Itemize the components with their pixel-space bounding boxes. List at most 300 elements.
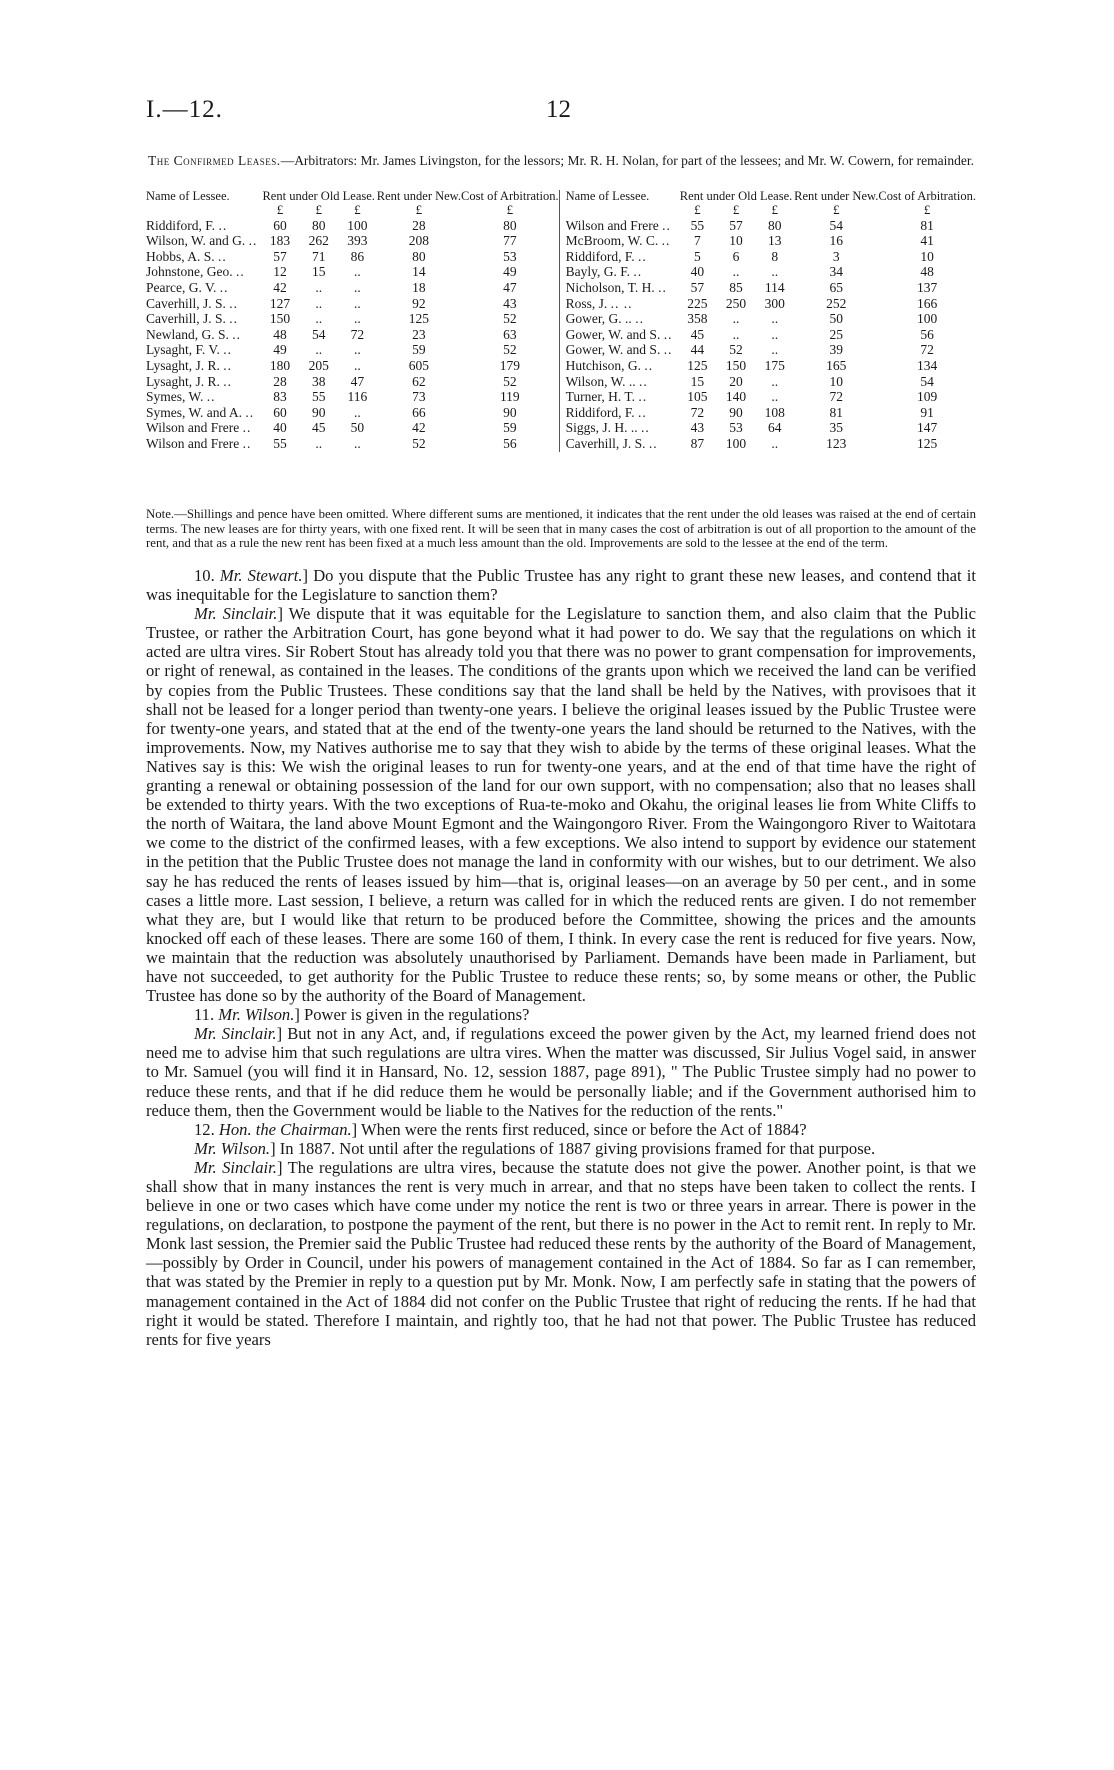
table-row bbox=[146, 218, 976, 234]
amount-cell: .. bbox=[771, 342, 779, 358]
amount-cell: 90 bbox=[729, 404, 743, 420]
amount-cell: 54 bbox=[829, 217, 843, 233]
lessee-name-cell bbox=[146, 327, 261, 343]
amount-cell: 72 bbox=[350, 326, 365, 342]
leader-dots: .. bbox=[229, 311, 238, 327]
lessee-name: Caverhill, J. S. bbox=[565, 435, 646, 451]
table-row bbox=[146, 233, 976, 249]
leader-dots: .. bbox=[638, 373, 648, 389]
lessee-name: Hutchison, G. bbox=[565, 357, 641, 373]
lessee-name-cell bbox=[146, 342, 261, 358]
paragraph-text: ] Do you dispute that the Public Trustee has any right to grant these new leases, and contend that it was inequitable for the Legislature to sanction them? bbox=[146, 566, 977, 605]
testimony-paragraph bbox=[146, 604, 976, 1005]
lessee-name: Johnstone, Geo. bbox=[146, 264, 233, 280]
amount-cell: 44 bbox=[690, 342, 705, 358]
leader-dots: .. bbox=[242, 435, 252, 451]
table-row bbox=[146, 342, 976, 358]
amount-cell: .. bbox=[771, 373, 779, 389]
amount-cell: 40 bbox=[690, 264, 705, 280]
amount-cell: 47 bbox=[350, 373, 365, 389]
pound-sign: £ bbox=[832, 202, 840, 217]
amount-cell: 179 bbox=[499, 357, 520, 373]
amount-cell: 43 bbox=[690, 420, 705, 436]
lessee-name-cell bbox=[559, 280, 678, 296]
caption-text: —Arbitrators: Mr. James Livingston, for the lessors; Mr. R. H. Nolan, for part of the lessees; and Mr. W. Cowern, for remainder. bbox=[280, 153, 974, 168]
lessee-name: Wilson and Frere bbox=[146, 435, 240, 451]
leader-dots: .. bbox=[242, 420, 252, 436]
amount-cell: 49 bbox=[503, 264, 517, 280]
amount-cell: 55 bbox=[273, 435, 287, 451]
amount-cell: 60 bbox=[273, 404, 287, 420]
amount-cell: 87 bbox=[690, 435, 705, 451]
amount-cell: 72 bbox=[690, 404, 705, 420]
leader-dots: .. bbox=[644, 357, 654, 373]
amount-cell: 86 bbox=[350, 248, 365, 264]
amount-cell: 42 bbox=[273, 279, 287, 295]
amount-cell: 48 bbox=[920, 264, 934, 280]
speaker-name: Mr. Sinclair. bbox=[194, 604, 278, 624]
amount-cell: 12 bbox=[273, 264, 287, 280]
lessee-name-cell bbox=[146, 249, 261, 265]
lessee-name: Riddiford, F. bbox=[565, 248, 635, 264]
amount-cell: .. bbox=[771, 311, 779, 327]
pound-sign: £ bbox=[415, 202, 423, 217]
amount-cell: 40 bbox=[273, 420, 287, 436]
lessee-name: Hobbs, A. S. bbox=[146, 248, 215, 264]
header-name-right: Name of Lessee. bbox=[559, 190, 678, 202]
amount-cell: 34 bbox=[829, 264, 843, 280]
amount-cell: 14 bbox=[412, 264, 426, 280]
amount-cell: 85 bbox=[729, 279, 743, 295]
amount-cell: 109 bbox=[917, 389, 938, 405]
amount-cell: 43 bbox=[503, 295, 517, 311]
lessee-name: Lysaght, F. V. bbox=[146, 342, 220, 358]
confirmed-leases-table bbox=[146, 190, 976, 452]
body-text bbox=[146, 566, 976, 1349]
amount-cell: 49 bbox=[273, 342, 287, 358]
lessee-name: Riddiford, F. bbox=[565, 404, 635, 420]
paragraph-text: ] In 1887. Not until after the regulations of 1887 giving provisions framed for that purpose. bbox=[270, 1138, 876, 1158]
amount-cell: 56 bbox=[920, 326, 934, 342]
amount-cell: 52 bbox=[503, 342, 517, 358]
question-number: 10. bbox=[194, 566, 220, 585]
amount-cell: 59 bbox=[412, 342, 426, 358]
amount-cell: 6 bbox=[732, 248, 740, 264]
speaker-name: Mr. Sinclair. bbox=[194, 1157, 277, 1177]
amount-cell: 10 bbox=[729, 233, 743, 249]
amount-cell: 53 bbox=[729, 420, 743, 436]
pound-sign: £ bbox=[315, 202, 322, 217]
amount-cell: .. bbox=[315, 295, 323, 311]
amount-cell: 48 bbox=[273, 326, 287, 342]
leader-dots: .. bbox=[638, 404, 647, 420]
amount-cell: 63 bbox=[503, 326, 517, 342]
question-number: 12. bbox=[194, 1119, 219, 1139]
lessee-name-cell bbox=[146, 280, 261, 296]
lessee-name: Caverhill, J. S. bbox=[146, 295, 226, 311]
amount-cell: 72 bbox=[829, 389, 843, 405]
amount-cell: .. bbox=[315, 342, 323, 358]
lessee-name: Gower, W. and S. bbox=[565, 326, 661, 342]
amount-cell: 38 bbox=[311, 373, 326, 389]
amount-cell: 54 bbox=[920, 373, 934, 389]
pound-sign: £ bbox=[354, 202, 361, 217]
pound-sign: £ bbox=[923, 202, 931, 217]
speaker-name: Hon. the Chairman. bbox=[218, 1119, 352, 1139]
amount-cell: .. bbox=[771, 264, 779, 280]
amount-cell: 55 bbox=[690, 217, 705, 233]
amount-cell: 57 bbox=[729, 217, 743, 233]
lessee-name: Wilson and Frere bbox=[565, 217, 659, 233]
paragraph-text: ] When were the rents first reduced, since or before the Act of 1884? bbox=[351, 1119, 807, 1139]
lessee-name-cell bbox=[559, 327, 678, 343]
lessee-name-cell bbox=[146, 405, 261, 421]
amount-cell: .. bbox=[732, 264, 740, 280]
table-row bbox=[146, 389, 976, 405]
amount-cell: 65 bbox=[829, 279, 843, 295]
amount-cell: 25 bbox=[829, 326, 843, 342]
amount-cell: 175 bbox=[764, 357, 785, 373]
amount-cell: 91 bbox=[920, 404, 934, 420]
table-row bbox=[146, 264, 976, 280]
amount-cell: 125 bbox=[917, 435, 938, 451]
leader-dots: .. bbox=[663, 342, 673, 358]
amount-cell: 119 bbox=[499, 389, 520, 405]
amount-cell: 300 bbox=[764, 295, 785, 311]
amount-cell: 59 bbox=[503, 420, 517, 436]
amount-cell: 393 bbox=[347, 233, 368, 249]
header-rent-new-right: Rent under New. bbox=[794, 189, 879, 203]
leader-dots: .. bbox=[245, 404, 255, 420]
amount-cell: 150 bbox=[725, 357, 747, 373]
amount-cell: 60 bbox=[273, 217, 287, 233]
table-row bbox=[146, 296, 976, 312]
amount-cell: 10 bbox=[920, 248, 934, 264]
amount-cell: 41 bbox=[920, 233, 934, 249]
amount-cell: 125 bbox=[687, 357, 708, 373]
amount-cell: .. bbox=[354, 342, 361, 358]
lessee-name-cell bbox=[559, 264, 678, 280]
amount-cell: 92 bbox=[412, 295, 426, 311]
lessee-name-cell bbox=[559, 405, 678, 421]
amount-cell: 53 bbox=[503, 248, 517, 264]
amount-cell: 64 bbox=[768, 420, 782, 436]
lessee-name-cell bbox=[146, 389, 261, 405]
lessee-name: Symes, W. and A. bbox=[146, 404, 243, 420]
amount-cell: 56 bbox=[503, 435, 517, 451]
table-row bbox=[146, 311, 976, 327]
paragraph-text: ] Power is given in the regulations? bbox=[294, 1005, 530, 1025]
amount-cell: .. bbox=[354, 295, 361, 311]
amount-cell: 52 bbox=[503, 373, 517, 389]
amount-cell: .. bbox=[354, 279, 361, 295]
amount-cell: 54 bbox=[311, 326, 326, 342]
table-note: Note.—Shillings and pence have been omitted. Where different sums are mentioned, it indicates that the rent under the old leases was raised at the end of certain terms. The new leases are for thirty years, with one fixed rent. It will be seen that in many cases the cost of arbitration is out of all proportion to the amount of the rent, and that as a rule the new rent has been fixed at a much less amount than the old. Improvements are sold to the lessee at the end of the term. bbox=[146, 507, 976, 551]
lessee-name: Ross, J. bbox=[565, 295, 608, 311]
lessee-name-cell bbox=[559, 296, 678, 312]
paragraph-text: ] The regulations are ultra vires, because the statute does not give the power. Another point, is that we shall show that in many instances the rent is very much in arrear, and that no steps have been taken to collect the rents. I believe in one or two cases which have come under my notice the rent is two or three years in arrear. There is power in the regulations, on declaration, to postpone the payment of the rent, but there is no power in the Act to remit rent. In reply to Mr. Monk last session, the Premier said the Public Trustee had reduced these rents by the authority of the Board of Management,—possibly by Order in Council, under his powers of management contained in the Act of 1884. So far as I can remember, that was stated by the Premier in reply to a question put by Mr. Monk. Now, I am perfectly safe in stating that the powers of management contained in the Act of 1884 did not confer on the Public Trustee that right of reducing the rents. If he had that right it would be stated. Therefore I maintain, and rightly too, that he had not that power. The Public Trustee has reduced rents for five years bbox=[146, 1157, 977, 1349]
amount-cell: .. bbox=[771, 326, 779, 342]
pound-sign: £ bbox=[771, 202, 778, 217]
amount-cell: .. bbox=[771, 435, 779, 451]
amount-cell: 205 bbox=[308, 357, 329, 373]
lessee-name: Caverhill, J. S. bbox=[146, 311, 226, 327]
lessee-name: McBroom, W. C. bbox=[565, 233, 659, 249]
speaker-name: Mr. Wilson. bbox=[194, 1138, 271, 1158]
leader-dots: .. bbox=[236, 264, 245, 280]
lessee-name: Wilson, W. and G. bbox=[146, 233, 246, 249]
lessee-name: Riddiford, F. bbox=[146, 217, 216, 233]
amount-cell: 35 bbox=[829, 420, 843, 436]
caption-title: The Confirmed Leases. bbox=[148, 153, 281, 168]
amount-cell: 16 bbox=[829, 233, 843, 249]
paragraph-text: ] We dispute that it was equitable for the Legislature to sanction them, and also claim that the Public Trustee, or rather the Arbitration Court, has gone beyond what it had power to do. We say that the regulations on which it acted are ultra vires. Sir Robert Stout has already told you that there was no power to grant compensation for improvements, or right of renewal, as contained in the leases. The conditions of the grants upon which we received the land can be verified by copies from the Public Trustees. These conditions say that the land shall be held by the Natives, with provisoes that it shall not be leased for a longer period than twenty-one years. I believe the original leases issued by the Public Trustee were for twenty-one years, and stated that at the end of the twenty-one years the land should be returned to the Natives, with the improvements. Now, my Natives authorise me to say that they wish to abide by the terms of these original leases. What the Natives say is this: We wish the original leases to run for twenty-one years, and at the end of that time have the right of granting a renewal or obtaining possession of the land for our own support, with no compensation; also that no leases shall be extended to thirty years. With the two exceptions of Rua-te-moko and Okahu, the original leases lie from White Cliffs to the north of Waitara, the land above Mount Egmont and the Waingongoro River. From the Waingongoro River to Waitotara we come to the district of the confirmed leases, with a few exceptions. We also intend to support by evidence our statement in the petition that the Public Trustee does not manage the land in conformity with our wishes, but to our detriment. We also say he has reduced the rents of leases issued by him—that is, original leases—on an average by 50 per cent., and in some cases a little more. Last session, I believe, a return was called for in which the reduced rents are given. I do not remember what they are, but I would like that return to be produced before the Committee, showing the prices and the amounts knocked off each of these leases. There are some 160 of them, I think. In every case the rent is reduced for five years. Now, we maintain that the reduction was absolutely unauthorised by Parliament. Demands have been made in Parliament, but have not succeeded, to get authority for the Public Trustee to reduce these rents; so, by some means or other, the Public Trustee has done so by the authority of the Board of Management. bbox=[146, 604, 976, 1006]
table-caption bbox=[146, 153, 976, 169]
leader-dots: .. bbox=[223, 373, 233, 389]
lessee-name-cell bbox=[146, 358, 261, 374]
amount-cell: 47 bbox=[503, 279, 517, 295]
leader-dots: .. bbox=[638, 248, 647, 264]
amount-cell: .. bbox=[771, 389, 779, 405]
lessee-name-cell bbox=[559, 218, 678, 234]
lessee-name-cell bbox=[559, 249, 678, 265]
speaker-name: Mr. Wilson. bbox=[218, 1005, 295, 1025]
lessee-name: Gower, G. .. bbox=[565, 311, 632, 327]
amount-cell: 165 bbox=[826, 357, 847, 373]
amount-cell: 150 bbox=[269, 311, 291, 327]
pound-sign: £ bbox=[506, 202, 514, 217]
leader-dots: .. bbox=[661, 233, 671, 249]
paragraph-text: ] But not in any Act, and, if regulations exceed the power given by the Act, my learned friend does not need me to advise him that such regulations are ultra vires. When the matter was discussed, Sir Julius Vogel said, in answer to Mr. Samuel (you will find it in Hansard, No. 12, session 1887, page 891), " The Public Trustee simply had no power to reduce these rents, and that if he did reduce them he would be personally liable; and if the Government authorised him to reduce them, then the Government would be liable to the Natives for the reduction of the rents." bbox=[146, 1024, 976, 1120]
amount-cell: 80 bbox=[311, 217, 326, 233]
lessee-name: Turner, H. T. bbox=[565, 389, 635, 405]
table-row bbox=[146, 405, 976, 421]
amount-cell: 252 bbox=[826, 295, 847, 311]
amount-cell: .. bbox=[315, 311, 323, 327]
leader-dots: .. bbox=[218, 248, 227, 264]
question-number: 11. bbox=[194, 1005, 219, 1025]
lessee-name: Wilson, W. .. bbox=[565, 373, 636, 389]
amount-cell: 7 bbox=[693, 233, 701, 249]
amount-cell: 73 bbox=[412, 389, 426, 405]
lessee-name-cell bbox=[146, 374, 261, 390]
lessee-name-cell bbox=[559, 311, 678, 327]
lessee-name-cell bbox=[146, 264, 261, 280]
amount-cell: 39 bbox=[829, 342, 843, 358]
lessee-name-cell bbox=[559, 436, 678, 452]
amount-cell: 225 bbox=[687, 295, 708, 311]
leader-dots: .. bbox=[641, 420, 650, 436]
table-row bbox=[146, 249, 976, 265]
leader-dots: .. bbox=[223, 357, 233, 373]
leader-dots: .. bbox=[662, 217, 671, 233]
amount-cell: 123 bbox=[826, 435, 847, 451]
leader-dots: .. bbox=[206, 389, 216, 405]
amount-cell: 50 bbox=[829, 311, 843, 327]
amount-cell: 180 bbox=[269, 357, 291, 373]
lessee-name-cell bbox=[559, 342, 678, 358]
amount-cell: 605 bbox=[408, 357, 430, 373]
amount-cell: 77 bbox=[503, 233, 517, 249]
amount-cell: 147 bbox=[917, 420, 938, 436]
amount-cell: 127 bbox=[269, 295, 291, 311]
amount-cell: 45 bbox=[311, 420, 326, 436]
speaker-name: Mr. Sinclair. bbox=[194, 1024, 277, 1044]
amount-cell: 3 bbox=[832, 248, 840, 264]
lessee-name-cell bbox=[559, 420, 678, 436]
amount-cell: .. bbox=[354, 264, 361, 280]
amount-cell: 80 bbox=[768, 217, 782, 233]
table-row bbox=[146, 327, 976, 343]
header-rent-new-left: Rent under New. bbox=[376, 189, 462, 203]
amount-cell: 18 bbox=[412, 279, 426, 295]
amount-cell: 137 bbox=[917, 279, 938, 295]
header-cost-left: Cost of Arbitration. bbox=[461, 189, 559, 203]
amount-cell: 62 bbox=[412, 373, 426, 389]
pound-sign: £ bbox=[276, 202, 284, 217]
lessee-name: Symes, W. bbox=[146, 389, 204, 405]
amount-cell: 81 bbox=[829, 404, 843, 420]
amount-cell: 114 bbox=[764, 279, 785, 295]
amount-cell: 55 bbox=[311, 389, 326, 405]
lessee-name: Siggs, J. H. .. bbox=[565, 420, 638, 436]
lessee-name-cell bbox=[146, 218, 261, 234]
lessee-name-cell bbox=[559, 233, 678, 249]
amount-cell: .. bbox=[354, 404, 361, 420]
lessee-name: Nicholson, T. H. bbox=[565, 279, 655, 295]
testimony-paragraph bbox=[146, 1005, 976, 1024]
amount-cell: 262 bbox=[308, 233, 329, 249]
lessee-name: Bayly, G. F. bbox=[565, 264, 631, 280]
amount-cell: 90 bbox=[503, 404, 517, 420]
amount-cell: 71 bbox=[311, 248, 326, 264]
lessee-name-cell bbox=[146, 311, 261, 327]
amount-cell: 42 bbox=[412, 420, 426, 436]
amount-cell: 45 bbox=[690, 326, 705, 342]
amount-cell: 10 bbox=[829, 373, 843, 389]
leader-dots: .. bbox=[633, 264, 643, 280]
speaker-name: Mr. Stewart. bbox=[219, 566, 303, 585]
amount-cell: 52 bbox=[729, 342, 743, 358]
leader-dots: .. bbox=[218, 217, 228, 233]
header-rent-old-left: Rent under Old Lease. bbox=[262, 189, 375, 203]
testimony-paragraph bbox=[146, 1139, 976, 1158]
testimony-paragraph bbox=[146, 566, 976, 604]
lessee-name-cell bbox=[146, 233, 261, 249]
amount-cell: 140 bbox=[725, 389, 747, 405]
page-number: 12 bbox=[546, 96, 571, 123]
pound-sign: £ bbox=[694, 202, 701, 217]
lessee-name-cell bbox=[146, 296, 261, 312]
amount-cell: 116 bbox=[347, 389, 368, 405]
lessee-name-cell bbox=[559, 389, 678, 405]
amount-cell: 66 bbox=[412, 404, 426, 420]
pound-row bbox=[146, 202, 976, 218]
leader-dots: .. bbox=[248, 233, 258, 249]
amount-cell: 15 bbox=[311, 264, 326, 280]
lessee-name-cell bbox=[559, 358, 678, 374]
amount-cell: 20 bbox=[729, 373, 743, 389]
amount-cell: 358 bbox=[687, 311, 708, 327]
testimony-paragraph bbox=[146, 1120, 976, 1139]
amount-cell: 134 bbox=[917, 357, 938, 373]
amount-cell: 23 bbox=[412, 326, 426, 342]
amount-cell: 13 bbox=[768, 233, 782, 249]
amount-cell: 81 bbox=[920, 217, 934, 233]
amount-cell: .. bbox=[354, 435, 361, 451]
table-body bbox=[146, 218, 976, 452]
amount-cell: .. bbox=[732, 311, 740, 327]
lessee-name-cell bbox=[146, 436, 261, 452]
header-name-left: Name of Lessee. bbox=[146, 189, 230, 203]
amount-cell: 28 bbox=[412, 217, 426, 233]
table-row bbox=[146, 280, 976, 296]
amount-cell: 208 bbox=[408, 233, 430, 249]
amount-cell: 100 bbox=[347, 217, 368, 233]
table-header-row bbox=[146, 190, 976, 202]
amount-cell: 80 bbox=[412, 248, 426, 264]
amount-cell: 250 bbox=[725, 295, 747, 311]
leader-dots: .. bbox=[663, 326, 673, 342]
amount-cell: 166 bbox=[917, 295, 938, 311]
amount-cell: 100 bbox=[917, 311, 938, 327]
pound-sign: £ bbox=[732, 202, 740, 217]
amount-cell: 108 bbox=[764, 404, 785, 420]
table-row bbox=[146, 436, 976, 452]
page-reference: I.—12. bbox=[146, 96, 223, 123]
amount-cell: .. bbox=[354, 357, 361, 373]
amount-cell: 90 bbox=[311, 404, 326, 420]
lessee-name: Lysaght, J. R. bbox=[146, 357, 220, 373]
amount-cell: 57 bbox=[690, 279, 705, 295]
lessee-name: Newland, G. S. bbox=[146, 326, 229, 342]
amount-cell: 57 bbox=[273, 248, 287, 264]
amount-cell: 72 bbox=[920, 342, 934, 358]
lessee-name: Wilson and Frere bbox=[146, 420, 240, 436]
amount-cell: .. bbox=[354, 311, 361, 327]
table-row bbox=[146, 358, 976, 374]
lessee-name-cell bbox=[146, 420, 261, 436]
amount-cell: 28 bbox=[273, 373, 287, 389]
amount-cell: 5 bbox=[693, 248, 701, 264]
leader-dots: .. bbox=[232, 326, 241, 342]
amount-cell: 15 bbox=[690, 373, 705, 389]
testimony-paragraph bbox=[146, 1024, 976, 1119]
header-cost-right: Cost of Arbitration. bbox=[878, 189, 976, 203]
amount-cell: 183 bbox=[269, 233, 291, 249]
testimony-paragraph bbox=[146, 1158, 976, 1349]
table-row bbox=[146, 374, 976, 390]
amount-cell: .. bbox=[732, 326, 740, 342]
amount-cell: .. bbox=[315, 279, 323, 295]
amount-cell: 83 bbox=[273, 389, 287, 405]
amount-cell: 80 bbox=[503, 217, 517, 233]
lessee-name: Lysaght, J. R. bbox=[146, 373, 220, 389]
header-rent-old-right: Rent under Old Lease. bbox=[679, 189, 793, 203]
leader-dots: .. bbox=[219, 279, 229, 295]
leader-dots: .. bbox=[229, 295, 238, 311]
leader-dots: .. bbox=[648, 435, 658, 451]
leader-dots: .. bbox=[223, 342, 232, 358]
amount-cell: 52 bbox=[503, 311, 517, 327]
amount-cell: 8 bbox=[771, 248, 779, 264]
leader-dots: .. bbox=[638, 389, 648, 405]
lessee-name-cell bbox=[559, 374, 678, 390]
amount-cell: 100 bbox=[725, 435, 747, 451]
amount-cell: 125 bbox=[408, 311, 430, 327]
amount-cell: .. bbox=[315, 435, 323, 451]
table-row bbox=[146, 420, 976, 436]
